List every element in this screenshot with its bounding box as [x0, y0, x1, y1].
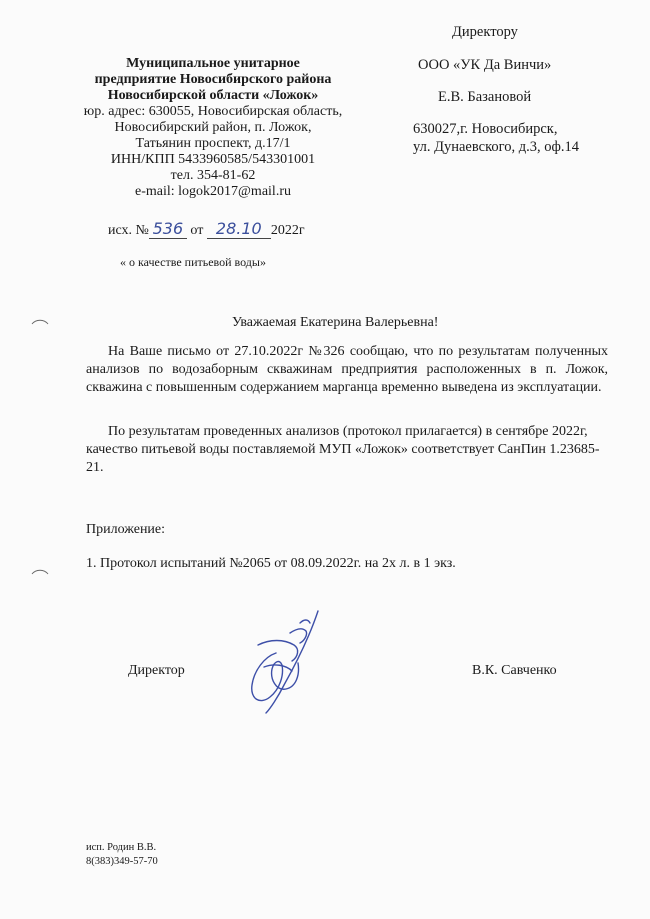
sender-address-line-2: Новосибирский район, п. Ложок, — [114, 120, 312, 135]
sender-org-line-3: Новосибирской области «Ложок» — [107, 88, 319, 103]
attachment-heading: Приложение: — [86, 522, 166, 537]
sender-inn: ИНН/КПП 5433960585/543301001 — [110, 152, 316, 167]
sender-org-line-2: предприятие Новосибирского района — [94, 72, 332, 87]
executor-name: исп. Родин В.В. — [86, 842, 157, 853]
reference-prefix: исх. № — [108, 223, 149, 238]
reference-number: 536 — [149, 219, 187, 239]
recipient-title: Директору — [452, 24, 518, 40]
recipient-address-line-1: 630027,г. Новосибирск, — [413, 121, 558, 137]
letter-subject: « о качестве питьевой воды» — [120, 255, 266, 269]
outgoing-reference — [108, 219, 305, 239]
reference-date: 28.10 — [207, 219, 271, 239]
executor-phone: 8(383)349-57-70 — [86, 856, 158, 867]
sender-email: e-mail: logok2017@mail.ru — [135, 184, 291, 199]
sender-address-line-1: юр. адрес: 630055, Новосибирская область, — [83, 104, 343, 119]
handwritten-signature-icon — [240, 605, 330, 720]
sender-phone: тел. 354-81-62 — [170, 168, 256, 183]
attachment-item: 1. Протокол испытаний №2065 от 08.09.2022г. на 2х л. в 1 экз. — [86, 556, 456, 571]
reference-year: 2022г — [270, 223, 305, 238]
greeting: Уважаемая Екатерина Валерьевна! — [232, 315, 439, 330]
punch-mark-icon — [30, 568, 50, 576]
body-paragraph-2: По результатам проведенных анализов (протокол прилагается) в сентябре 2022г, качество питьевой воды поставляемой МУП «Ложок» соответствует СанПин 1.23685-21. — [86, 424, 600, 475]
recipient-company: ООО «УК Да Винчи» — [418, 57, 552, 73]
body-paragraph-1: На Ваше письмо от 27.10.2022г №326 сообщаю, что по результатам полученных анализов по водозаборным скважинам предприятия расположенных в п. Ложок, скважина с повышенным содержанием марганца временно выведена из эксплуатации. — [86, 344, 608, 395]
signatory-name: В.К. Савченко — [472, 663, 557, 678]
signatory-role: Директор — [128, 663, 185, 678]
recipient-person: Е.В. Базановой — [438, 89, 532, 105]
sender-block — [68, 56, 358, 200]
executor-info — [86, 841, 158, 869]
recipient-address-line-2: ул. Дунаевского, д.3, оф.14 — [413, 139, 579, 155]
sender-address-line-3: Татьянин проспект, д.17/1 — [135, 136, 291, 151]
sender-org-line-1: Муниципальное унитарное — [126, 56, 300, 71]
reference-from-word: от — [190, 223, 204, 238]
punch-mark-icon — [30, 318, 50, 326]
